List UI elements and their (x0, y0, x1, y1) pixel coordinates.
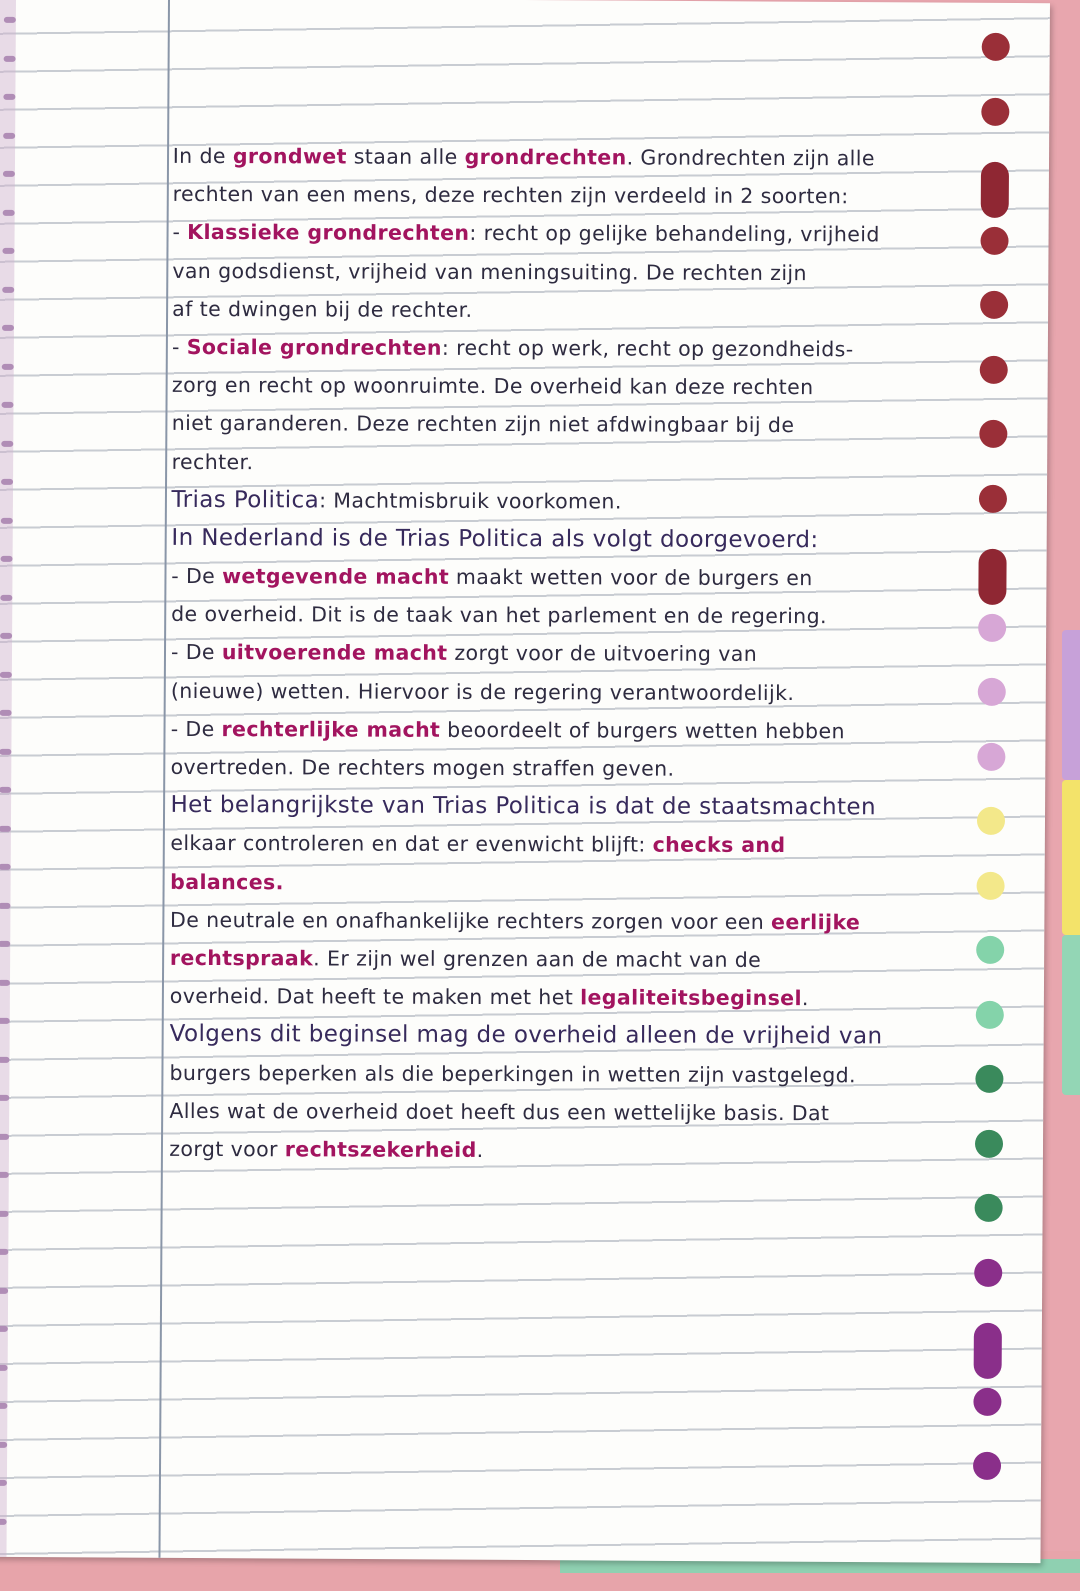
highlighted-term: uitvoerende macht (221, 640, 448, 666)
perforation-mark (0, 1210, 9, 1216)
note-line (170, 862, 970, 903)
note-text: - De (170, 716, 222, 741)
heading-text: Het belangrijkste van Trias Politica is dat de staatsmachten (170, 792, 877, 821)
highlighted-term: grondrechten (464, 144, 627, 170)
highlighted-term: Klassieke grondrechten (187, 220, 470, 246)
binder-hole (977, 742, 1005, 770)
note-line (172, 328, 972, 369)
note-text: : Machtmisbruik voorkomen. (319, 488, 622, 514)
perforation-mark (3, 132, 15, 138)
perforation-mark (0, 1133, 9, 1139)
note-text: van godsdienst, vrijheid van meningsuiting. De rechten zijn (172, 258, 807, 285)
note-text: De neutrale en onafhankelijke rechters zorgen voor een (170, 907, 772, 934)
highlighted-term: rechterlijke macht (221, 716, 441, 742)
binder-hole (980, 226, 1008, 254)
perforation-mark (0, 594, 12, 600)
note-text: overtreden. De rechters mogen straffen geven. (170, 754, 675, 781)
highlighted-term: balances. (170, 869, 284, 894)
perforation-mark (0, 1172, 9, 1178)
binder-hole (978, 549, 1006, 605)
note-line (172, 366, 972, 407)
note-text: - De (171, 563, 223, 589)
note-text: burgers beperken als die beperkingen in wetten zijn vastgelegd. (169, 1060, 857, 1087)
perforation-mark (0, 1056, 10, 1062)
note-text: - (172, 220, 188, 245)
perforation-mark (1, 402, 13, 408)
note-text: de overheid. Dit is de taak van het parlement en de regering. (171, 602, 827, 629)
perforation-mark (2, 325, 14, 331)
divider-tab-purple (1062, 630, 1080, 780)
binder-hole (973, 1387, 1001, 1415)
divider-tab-yellow (1062, 780, 1080, 935)
binder-hole (977, 871, 1005, 899)
binder-hole (980, 355, 1008, 383)
note-text: rechten van een mens, deze rechten zijn verdeeld in 2 soorten: (172, 182, 849, 209)
perforation-mark (0, 710, 12, 716)
note-text: beoordeelt of burgers wetten hebben (440, 717, 845, 744)
binder-hole (978, 613, 1006, 641)
perforation-mark (0, 941, 10, 947)
note-text: elkaar controleren en dat er evenwicht blijft: (170, 831, 653, 857)
perforation-mark (2, 363, 14, 369)
note-line (171, 633, 971, 674)
note-text: zorg en recht op woonruimte. De overheid kan deze rechten (171, 373, 814, 400)
note-line (171, 748, 971, 789)
note-line (170, 939, 970, 980)
perforation-mark (3, 209, 15, 215)
note-line (169, 1053, 969, 1094)
highlighted-term: rechtspraak (169, 945, 314, 971)
perforation-mark (0, 825, 11, 831)
note-text: overheid. Dat heeft te maken met het (169, 984, 581, 1010)
note-text: rechter. (171, 449, 254, 474)
note-line (172, 404, 972, 445)
binder-hole (974, 1323, 1002, 1379)
perforation-mark (0, 1287, 8, 1293)
perforation-mark (0, 1518, 7, 1524)
perforation-mark (3, 171, 15, 177)
margin-line (158, 0, 170, 1558)
note-text: . (801, 986, 809, 1011)
highlighted-term: checks and (652, 832, 786, 858)
note-line (171, 595, 971, 636)
perforation-mark (1, 517, 13, 523)
heading-text: Volgens dit beginsel mag de overheid alleen de vrijheid van (169, 1021, 883, 1050)
note-text: maakt wetten voor de burgers en (448, 564, 813, 591)
heading-text: Trias Politica (171, 486, 320, 514)
perforation-mark (0, 1480, 7, 1486)
note-line (173, 175, 973, 216)
note-line (170, 824, 970, 865)
heading-text: In Nederland is de Trias Politica als volgt doorgevoerd: (171, 524, 819, 554)
binder-hole (976, 1000, 1004, 1028)
perforation-mark (0, 1095, 9, 1101)
perforation-mark (2, 248, 14, 254)
note-line (171, 519, 971, 560)
perforation-mark (2, 286, 14, 292)
divider-tab-green (1062, 935, 1080, 1095)
perforation-mark (0, 1249, 8, 1255)
binder-hole (979, 484, 1007, 512)
highlighted-term: grondwet (232, 144, 347, 169)
binder-hole (976, 936, 1004, 964)
perforation-mark (4, 17, 16, 23)
note-line (171, 710, 971, 751)
binder-hole (981, 162, 1009, 218)
note-line (170, 977, 970, 1018)
note-line (172, 290, 972, 331)
note-text: . Grondrechten zijn alle (626, 145, 875, 171)
binder-hole (980, 291, 1008, 319)
binder-hole (977, 807, 1005, 835)
binder-hole (979, 420, 1007, 448)
perforation-mark (0, 979, 10, 985)
highlighted-term: Sociale grondrechten (186, 334, 442, 360)
binder-hole (981, 97, 1009, 125)
note-text: : recht op gelijke behandeling, vrijheid (469, 221, 880, 247)
binder-hole (975, 1194, 1003, 1222)
note-line (169, 1092, 969, 1133)
highlighted-term: eerlijke (771, 909, 861, 935)
highlighted-term: legaliteitsbeginsel (580, 985, 802, 1011)
note-line (170, 1015, 970, 1056)
note-line (172, 251, 972, 292)
binder-hole (974, 1258, 1002, 1286)
binder-hole (982, 33, 1010, 61)
note-line (169, 1130, 969, 1171)
note-text: (nieuwe) wetten. Hiervoor is de regering verantwoordelijk. (170, 678, 795, 705)
binder-hole (978, 678, 1006, 706)
perforation-mark (3, 94, 15, 100)
note-line (173, 137, 973, 178)
note-line (171, 672, 971, 713)
note-text: zorgt voor (169, 1136, 285, 1162)
perforation-strip (0, 0, 1050, 3)
note-text: af te dwingen bij de rechter. (172, 296, 473, 322)
binder-hole (975, 1065, 1003, 1093)
perforation-mark (0, 864, 11, 870)
note-line (170, 901, 970, 942)
handwritten-notes (169, 137, 973, 1171)
highlighted-term: wetgevende macht (222, 564, 450, 589)
perforation-mark (1, 440, 13, 446)
note-text: zorgt voor de uitvoering van (447, 641, 758, 667)
note-text: . (476, 1137, 484, 1162)
perforation-mark (1, 556, 13, 562)
perforation-mark (0, 787, 11, 793)
note-line (171, 481, 971, 522)
perforation-mark (0, 1441, 7, 1447)
note-text: staan alle (346, 144, 465, 169)
binder-hole (973, 1452, 1001, 1480)
binding-edge (0, 0, 16, 1557)
binder-holes (967, 33, 1016, 1533)
perforation-mark (0, 1018, 10, 1024)
perforation-mark (0, 633, 12, 639)
perforation-mark (0, 1403, 7, 1409)
perforation-mark (0, 1326, 8, 1332)
perforation-mark (4, 55, 16, 61)
note-text: . Er zijn wel grenzen aan de macht van de (313, 946, 762, 972)
note-text: : recht op werk, recht op gezondheids- (441, 335, 854, 362)
perforation-mark (0, 748, 11, 754)
note-line (172, 213, 972, 254)
binder-hole (975, 1129, 1003, 1157)
perforation-mark (0, 671, 12, 677)
note-text: Alles wat de overheid doet heeft dus een wettelijke basis. Dat (169, 1098, 830, 1125)
note-text: - De (170, 640, 222, 665)
note-line (170, 786, 970, 827)
highlighted-term: rechtszekerheid (284, 1137, 477, 1162)
perforation-mark (1, 479, 13, 485)
perforation-mark (0, 902, 10, 908)
note-text: niet garanderen. Deze rechten zijn niet afdwingbaar bij de (171, 411, 795, 438)
note-text: In de (172, 143, 233, 169)
note-text: - (172, 334, 187, 359)
note-line (172, 442, 972, 483)
perforation-mark (0, 1364, 8, 1370)
note-line (171, 557, 971, 598)
